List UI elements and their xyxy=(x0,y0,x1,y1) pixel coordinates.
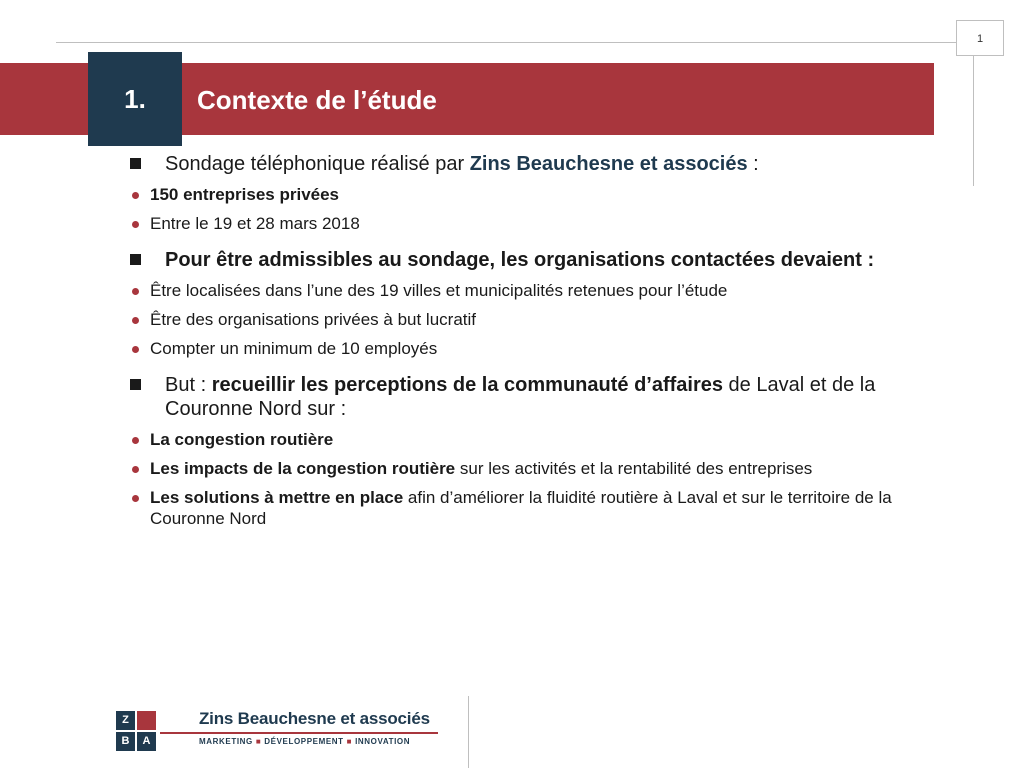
tagline-separator-icon: ■ xyxy=(255,737,262,746)
slide-content xyxy=(128,152,928,543)
level2-bullet xyxy=(91,309,928,330)
bullet-text: Zins Beauchesne et associés xyxy=(469,153,748,175)
tagline-marketing: MARKETING xyxy=(199,737,253,746)
sub-bullet-text: La congestion routière xyxy=(150,430,334,449)
level1-bullet xyxy=(128,373,928,421)
dot-bullet-icon xyxy=(132,346,139,353)
dot-bullet-icon xyxy=(132,192,139,199)
sub-bullet-text: Être localisées dans l’une des 19 villes et municipalités retenues pour l’étude xyxy=(150,281,728,300)
bullet-text: recueillir les perceptions de la communauté d’affaires xyxy=(211,374,723,396)
sub-bullet-text: Être des organisations privées à but lucratif xyxy=(150,310,477,329)
level2-bullet xyxy=(91,429,928,450)
bullet-text: Sondage téléphonique réalisé par xyxy=(165,153,470,175)
square-bullet-icon xyxy=(130,379,141,390)
company-name: Zins Beauchesne et associés xyxy=(199,709,430,728)
dot-bullet-icon xyxy=(132,466,139,473)
company-tagline xyxy=(199,737,410,746)
top-rule xyxy=(56,42,956,43)
footer-divider xyxy=(468,696,469,768)
section-number: 1. xyxy=(88,52,182,146)
sub-bullet-text: Compter un minimum de 10 employés xyxy=(150,339,438,358)
dot-bullet-icon xyxy=(132,288,139,295)
square-bullet-icon xyxy=(130,158,141,169)
bullet-text: : xyxy=(747,153,759,175)
bullet-text: But : xyxy=(165,374,212,396)
sub-bullet-text: sur les activités et la rentabilité des entreprises xyxy=(455,459,813,478)
dot-bullet-icon xyxy=(132,437,139,444)
dot-bullet-icon xyxy=(132,495,139,502)
right-rule xyxy=(973,56,974,186)
tagline-separator-icon: ■ xyxy=(346,737,353,746)
level2-bullet xyxy=(91,487,928,529)
logo-cell-red xyxy=(137,711,156,730)
bullet-section xyxy=(128,152,928,234)
page-number: 1 xyxy=(956,20,1004,56)
slide-title: Contexte de l’étude xyxy=(197,85,437,115)
sub-bullet-text: Les impacts de la congestion routière xyxy=(150,459,456,478)
bullet-section xyxy=(128,373,928,529)
logo-cell-a: A xyxy=(137,732,156,751)
level2-bullet xyxy=(91,213,928,234)
sub-bullet-text: Entre le 19 et 28 mars 2018 xyxy=(150,214,360,233)
level2-bullet xyxy=(91,338,928,359)
bullet-text: de Laval et de la Couronne Nord sur : xyxy=(165,374,876,420)
zba-logo xyxy=(116,711,156,751)
bullet-section xyxy=(128,248,928,359)
level1-bullet xyxy=(128,248,928,272)
sub-bullet-text: afin d’améliorer la fluidité routière à Laval et sur le territoire de la Couronne Nord xyxy=(150,488,892,528)
tagline-innovation: INNOVATION xyxy=(355,737,411,746)
dot-bullet-icon xyxy=(132,221,139,228)
tagline-developpement: DÉVELOPPEMENT xyxy=(264,737,344,746)
level2-bullet xyxy=(91,458,928,479)
sub-bullet-text: 150 entreprises privées xyxy=(150,185,340,204)
brand-underline xyxy=(160,732,438,734)
level1-bullet xyxy=(128,152,928,176)
bullet-text: Pour être admissibles au sondage, les organisations contactées devaient : xyxy=(165,249,875,271)
square-bullet-icon xyxy=(130,254,141,265)
logo-cell-z: Z xyxy=(116,711,135,730)
dot-bullet-icon xyxy=(132,317,139,324)
logo-cell-b: B xyxy=(116,732,135,751)
level2-bullet xyxy=(91,184,928,205)
level2-bullet xyxy=(91,280,928,301)
sub-bullet-text: Les solutions à mettre en place xyxy=(150,488,404,507)
